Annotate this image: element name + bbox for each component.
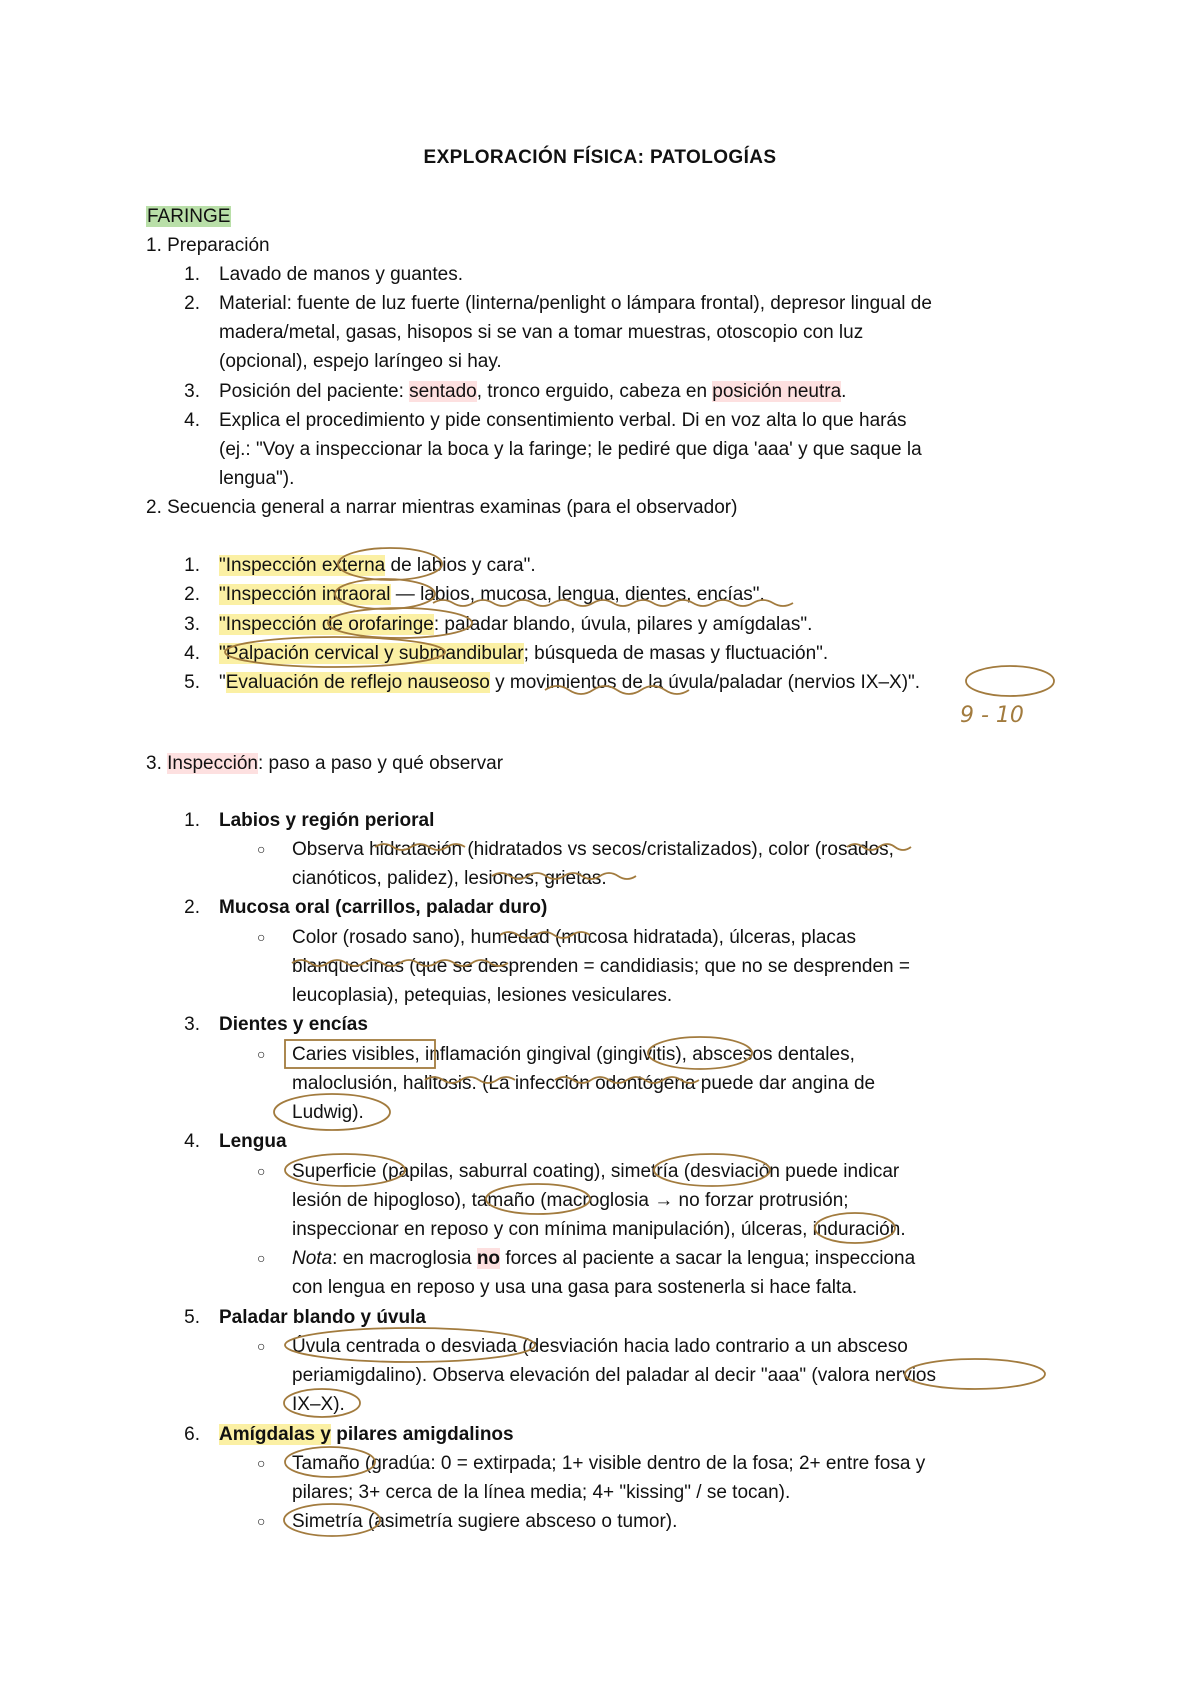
bullet-text: Tamaño (gradúa: 0 = extirpada; 1+ visible dentro de la fosa; 2+ entre fosa y [292,1453,926,1474]
list-number: 1. [184,810,200,831]
list-item: Lavado de manos y guantes. [219,264,464,285]
bullet-text-cont: leucoplasia), petequias, lesiones vesiculares. [292,985,673,1006]
bullet-text: Úvula centrada o desviada (desviación hacia lado contrario a un absceso [292,1336,908,1357]
list-number: 2. [184,293,200,314]
list-item: "Evaluación de reflejo nauseoso y movimientos de la úvula/paladar (nervios IX–X)". [219,672,921,693]
list-item: Material: fuente de luz fuerte (linterna/penlight o lámpara frontal), depresor lingual de [219,293,932,314]
list-number: 1. [184,264,200,285]
list-number: 3. [184,614,200,635]
group-title: Mucosa oral (carrillos, paladar duro) [219,897,548,918]
group-title: Dientes y encías [219,1014,368,1035]
bullet-icon: ○ [257,1163,266,1179]
bullet-text-cont: inspeccionar en reposo y con mínima manipulación), úlceras, induración. [292,1219,906,1240]
bullet-text-cont: pilares; 3+ cerca de la línea media; 4+ "kissing" / se tocan). [292,1482,791,1503]
list-item: "Inspección de orofaringe: paladar blando, úvula, pilares y amígdalas". [219,614,813,635]
list-number: 1. [184,555,200,576]
bullet-icon: ○ [257,1250,266,1266]
list-item: Explica el procedimiento y pide consentimiento verbal. Di en voz alta lo que harás [219,410,907,431]
sequence-heading: 2. Secuencia general a narrar mientras examinas (para el observador) [146,497,738,518]
list-number: 6. [184,1424,200,1445]
list-item-cont: (ej.: "Voy a inspeccionar la boca y la faringe; le pediré que diga 'aaa' y que saque la [219,439,922,460]
bullet-text-cont: Ludwig). [292,1102,364,1123]
bullet-text-cont: lesión de hipogloso), tamaño (macroglosia → no forzar protrusión; [292,1190,849,1211]
bullet-text: Color (rosado sano), humedad (mucosa hidratada), úlceras, placas [292,927,856,948]
prep-heading: 1. Preparación [146,235,270,256]
list-number: 2. [184,897,200,918]
bullet-text-cont: cianóticos, palidez), lesiones, grietas. [292,868,607,889]
bullet-icon: ○ [257,1338,266,1354]
list-item: Posición del paciente: sentado, tronco erguido, cabeza en posición neutra. [219,381,847,402]
bullet-text: Caries visibles, inflamación gingival (gingivitis), abscesos dentales, [292,1044,855,1065]
list-number: 3. [184,1014,200,1035]
list-item: "Palpación cervical y submandibular; búsqueda de masas y fluctuación". [219,643,829,664]
bullet-icon: ○ [257,1046,266,1062]
list-number: 4. [184,1131,200,1152]
bullet-text: Superficie (papilas, saburral coating), simetría (desviación puede indicar [292,1161,900,1182]
bullet-icon: ○ [257,1513,266,1529]
list-item-cont: lengua"). [219,468,295,489]
handwritten-note: 9 - 10 [960,703,1024,728]
bullet-text: Observa hidratación (hidratados vs secos/cristalizados), color (rosados, [292,839,894,860]
list-number: 4. [184,410,200,431]
group-title: Amígdalas y pilares amigdalinos [219,1424,514,1445]
bullet-icon: ○ [257,841,266,857]
bullet-text-cont: periamigdalino). Observa elevación del paladar al decir "aaa" (valora nervios [292,1365,936,1386]
list-number: 3. [184,381,200,402]
section-heading: FARINGE [147,206,231,227]
bullet-text-cont: maloclusión, halitosis. (La infección odontógena puede dar angina de [292,1073,876,1094]
pen-circle [966,666,1054,696]
group-title: Paladar blando y úvula [219,1307,426,1328]
list-number: 5. [184,1307,200,1328]
list-item: "Inspección intraoral — labios, mucosa, lengua, dientes, encías". [219,584,765,605]
bullet-text-cont: blanquecinas (que se desprenden = candidiasis; que no se desprenden = [292,956,910,977]
page-title: EXPLORACIÓN FÍSICA: PATOLOGÍAS [423,147,777,168]
bullet-text-cont: IX–X). [292,1394,345,1415]
group-title: Labios y región perioral [219,810,435,831]
note-text-cont: con lengua en reposo y usa una gasa para sostenerla si hace falta. [292,1277,858,1298]
list-number: 2. [184,584,200,605]
list-item-cont: madera/metal, gasas, hisopos si se van a tomar muestras, otoscopio con luz [219,322,864,343]
bullet-icon: ○ [257,929,266,945]
note-text: Nota: en macroglosia no forces al paciente a sacar la lengua; inspecciona [292,1248,916,1269]
inspection-heading: 3. Inspección: paso a paso y qué observar [146,753,504,774]
list-item-cont: (opcional), espejo laríngeo si hay. [219,351,502,372]
bullet-icon: ○ [257,1455,266,1471]
group-title: Lengua [219,1131,287,1152]
list-number: 4. [184,643,200,664]
list-item: "Inspección externa de labios y cara". [219,555,536,576]
bullet-text: Simetría (asimetría sugiere absceso o tumor). [292,1511,678,1532]
list-number: 5. [184,672,200,693]
